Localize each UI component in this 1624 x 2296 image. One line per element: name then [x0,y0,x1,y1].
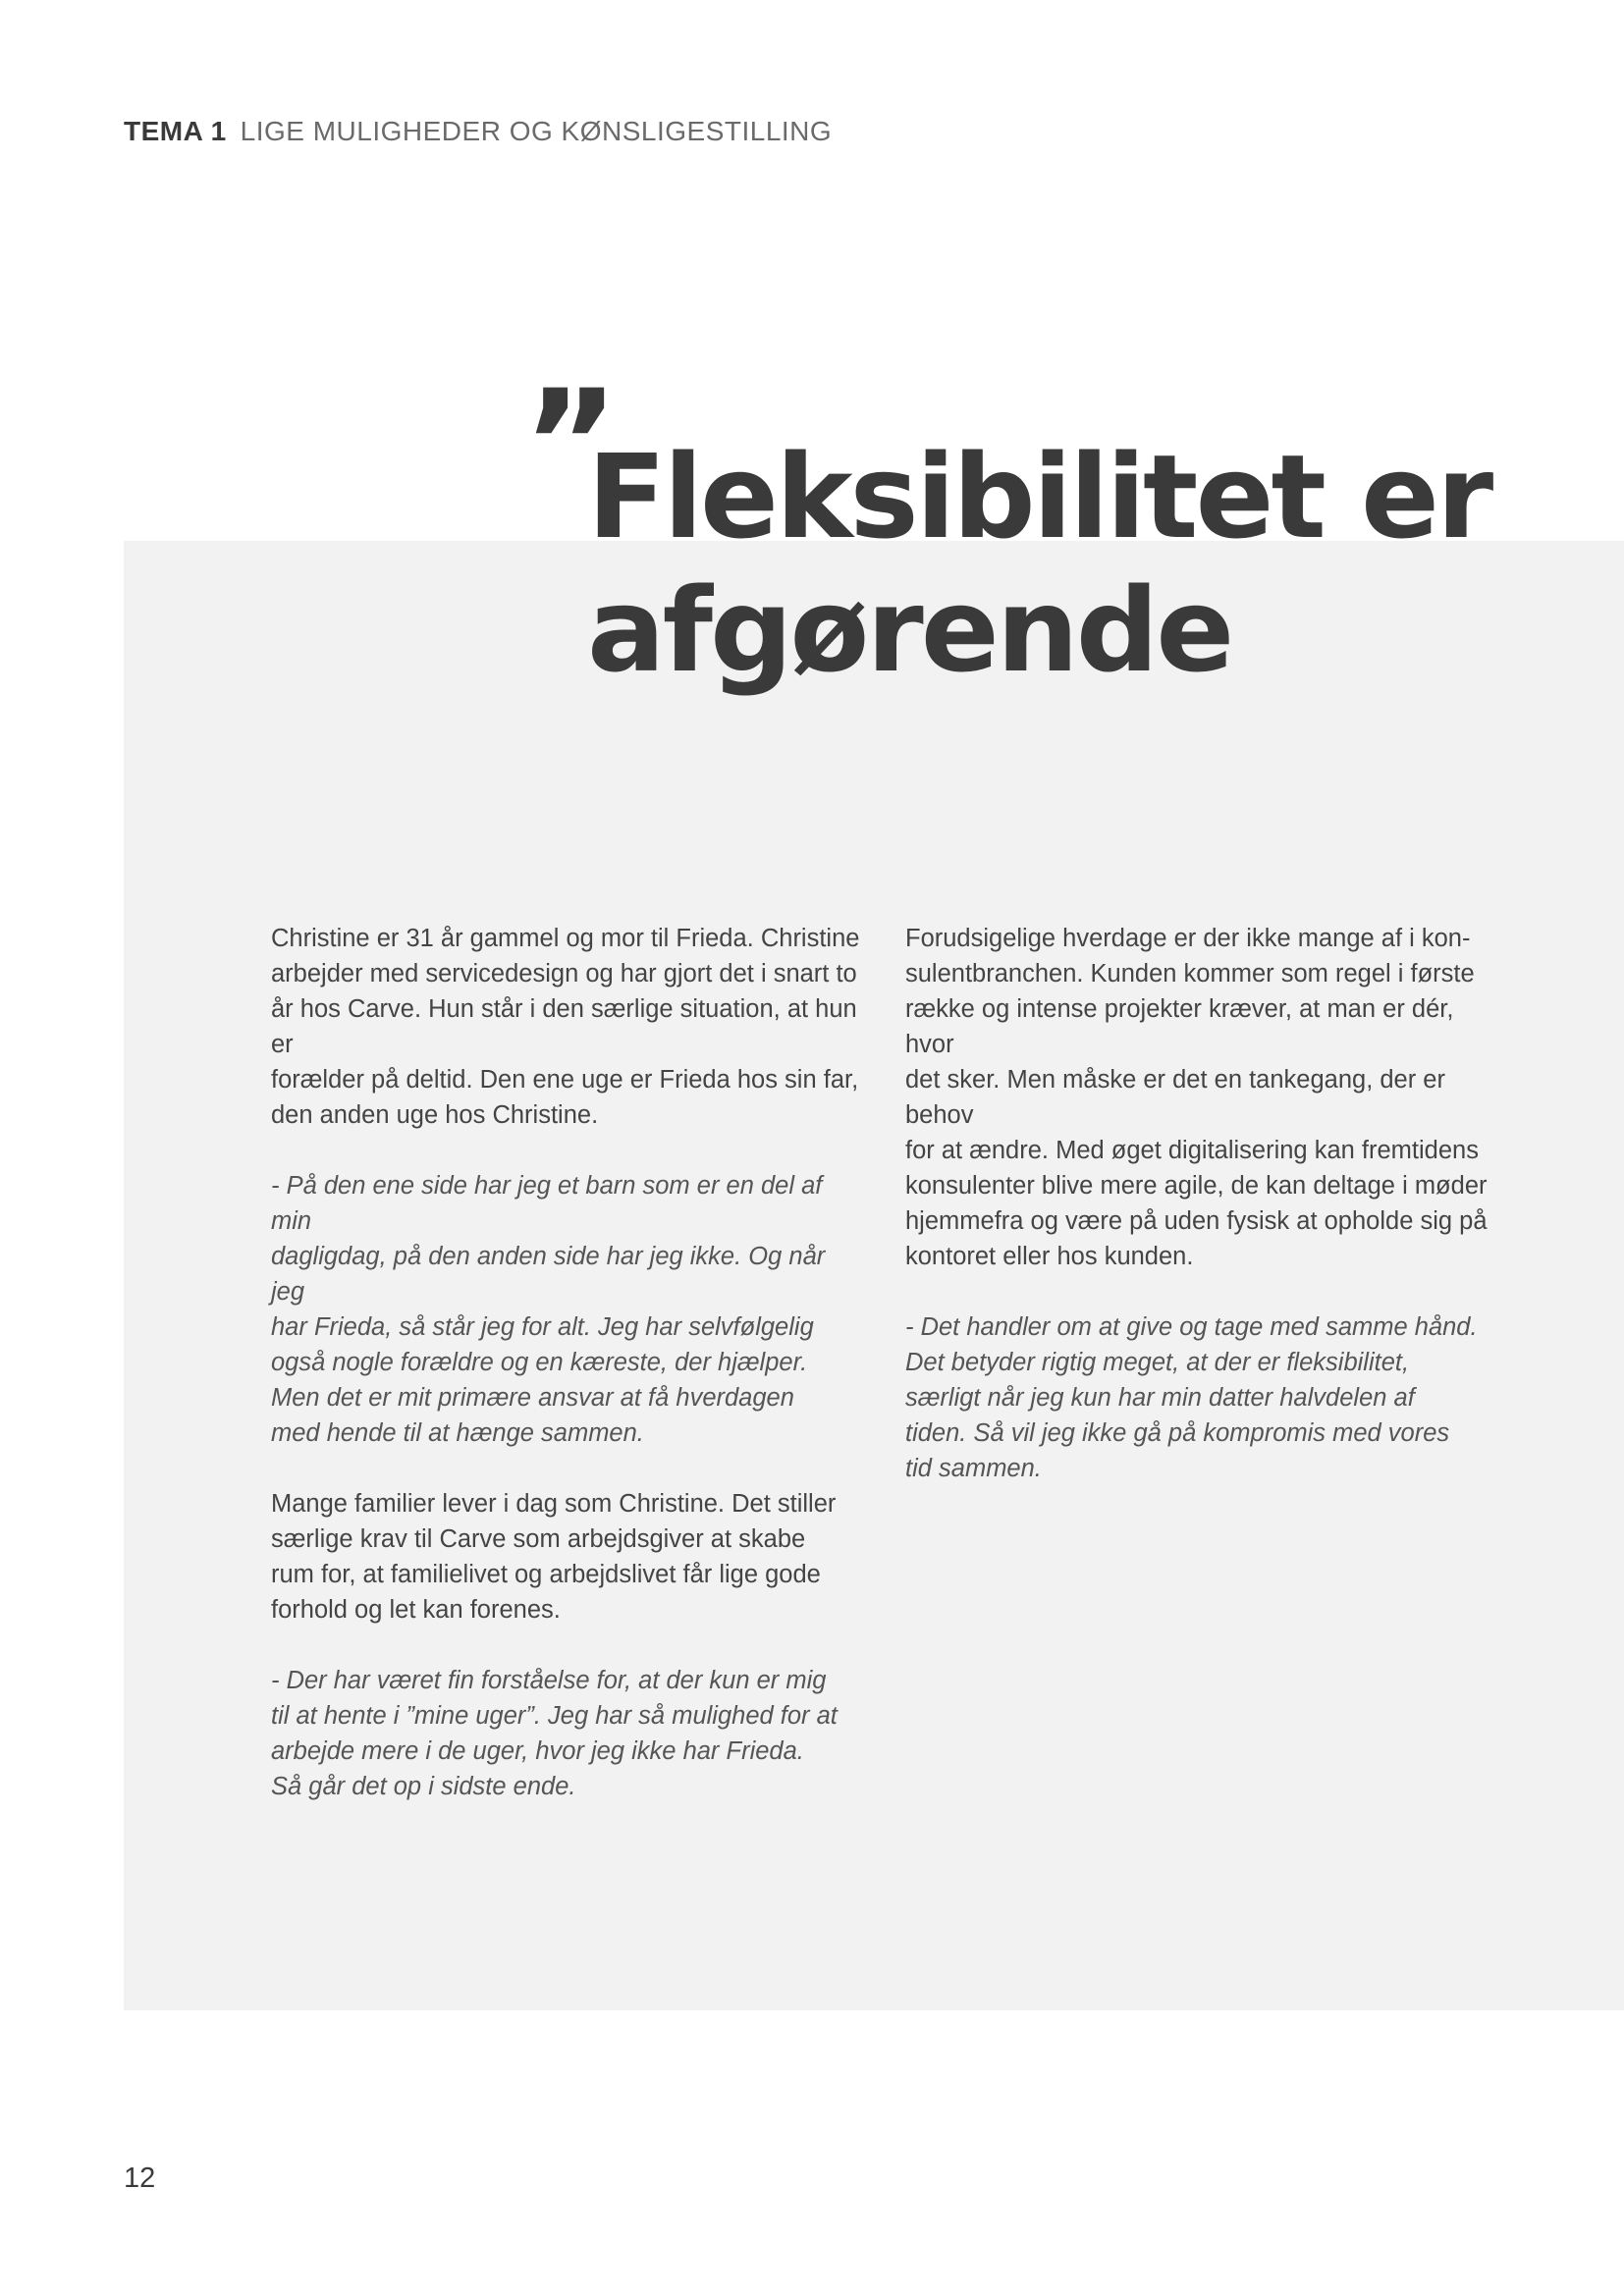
section-label: TEMA 1 [124,116,227,146]
body-paragraph: Forudsigelige hverdage er der ikke mange af i kon- sulentbranchen. Kunden kommer som regel i første række og intense projekter kræver, at man er dér, hvor det sker. Men måske er det en tankegang, der er behov for at ændre. Med øget digitalisering kan fremtidens konsulenter blive mere agile, de kan deltage i møder hjemmefra og være på uden fysisk at opholde sig på kontoret eller hos kunden. [905,925,1488,1270]
right-column [905,921,1494,1522]
body-paragraph: Mange familier lever i dag som Christine. Det stiller særlige krav til Carve som arbejdsgiver at skabe rum for, at familielivet og arbejdslivet får lige gode forhold og let kan forenes. [271,1490,837,1624]
page-number: 12 [124,2163,156,2194]
quote-paragraph: - Der har været fin forståelse for, at der kun er mig til at hente i ”mine uger”. Jeg har så mulighed for at arbejde mere i de uger, hvor jeg ikke har Frieda. Så går det op i sidste ende. [271,1667,838,1800]
running-header [124,116,832,147]
quote-paragraph: - Det handler om at give og tage med samme hånd. Det betyder rigtig meget, at der er fleksibilitet, særligt når jeg kun har min datter halvdelen af tiden. Så vil jeg ikke gå på kompromis med vores tid sammen. [905,1313,1478,1482]
quote-mark: ” [522,359,620,530]
headline: Fleksibilitet er afgørende [587,429,1491,698]
body-paragraph: Christine er 31 år gammel og mor til Frieda. Christine arbejder med servicedesign og har gjort det i snart to år hos Carve. Hun står i den særlige situation, at hun er forælder på deltid. Den ene uge er Frieda hos sin far, den anden uge hos Christine. [271,925,860,1129]
left-column [271,921,860,1840]
section-title: LIGE MULIGHEDER OG KØNSLIGESTILLING [240,116,833,146]
quote-paragraph: - På den ene side har jeg et barn som er en del af min dagligdag, på den anden side har jeg ikke. Og når jeg har Frieda, så står jeg for alt. Jeg har selvfølgelig også nogle forældre og en kæreste, der hjælper. Men det er mit primære ansvar at få hverdagen med hende til at hænge sammen. [271,1172,826,1447]
